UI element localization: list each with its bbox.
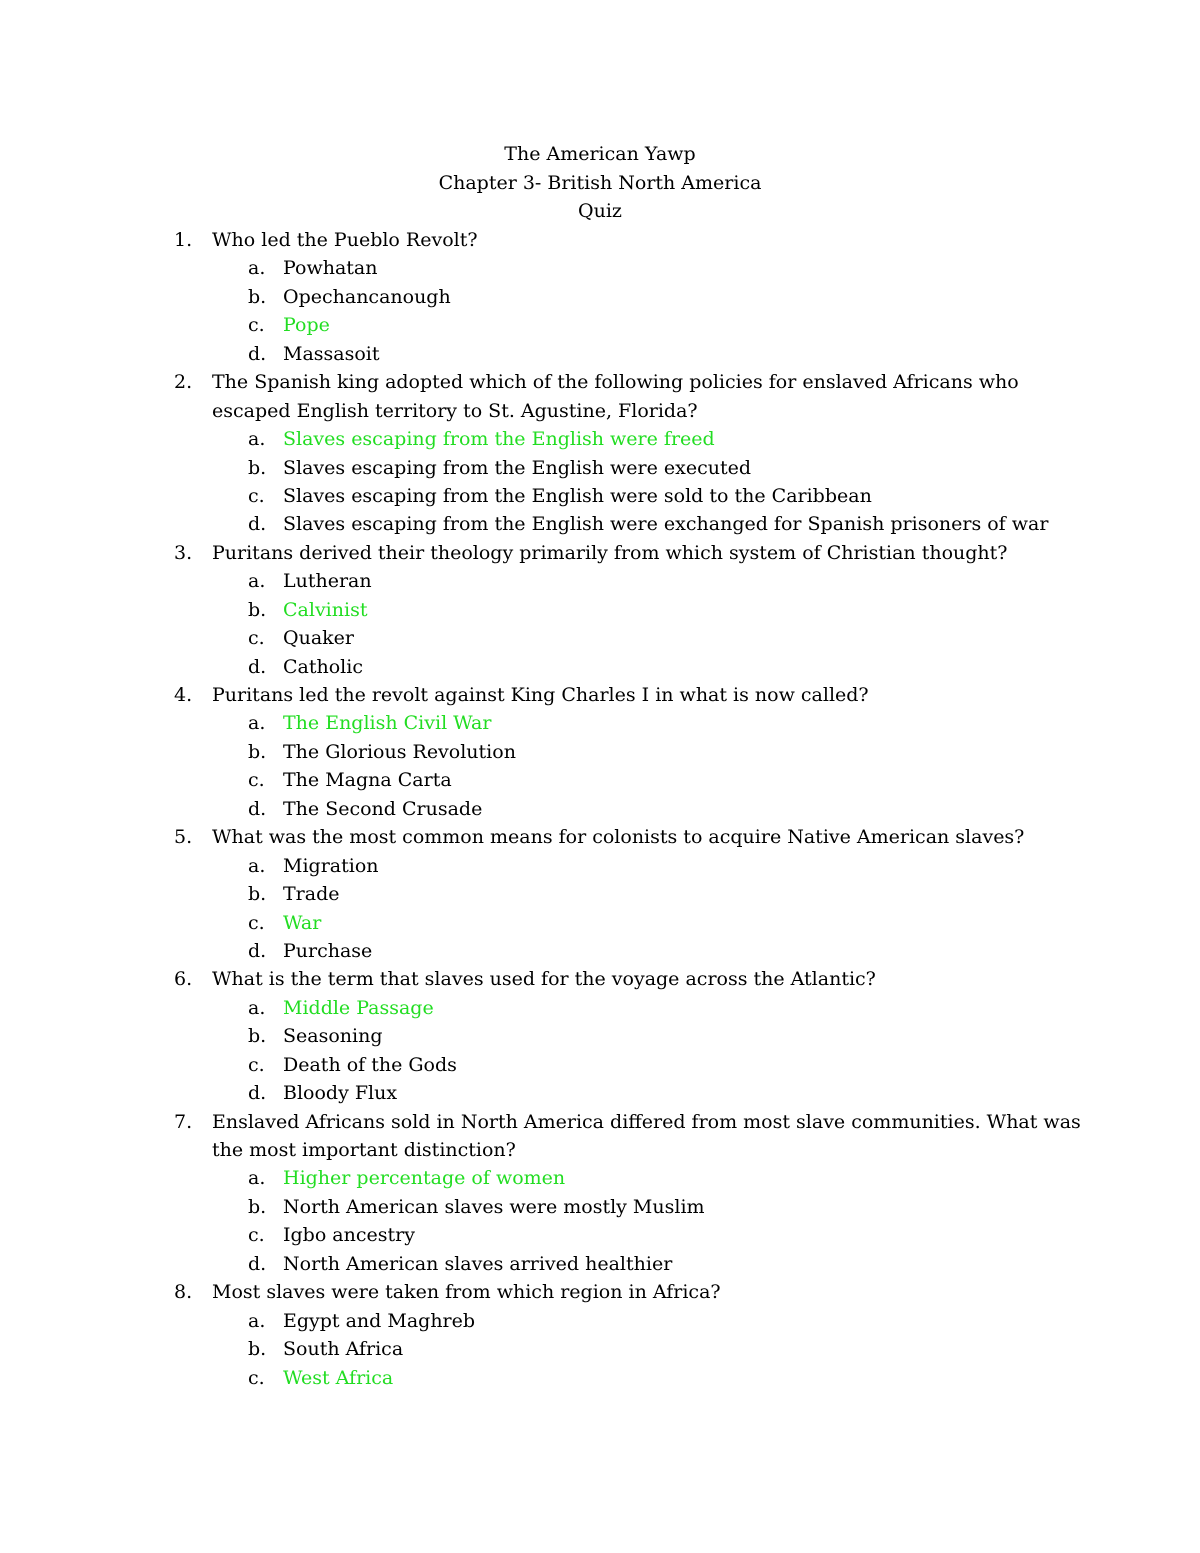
- option-letter: c.: [248, 911, 265, 934]
- option-text: West Africa: [283, 1366, 394, 1389]
- document-title: The American Yawp: [504, 143, 696, 165]
- option-letter: a.: [248, 257, 266, 280]
- question-text: Who led the Pueblo Revolt?: [212, 229, 478, 251]
- option-letter: a.: [248, 570, 266, 593]
- question-text: What was the most common means for colonists to acquire Native American slaves?: [212, 826, 1025, 849]
- option-letter: d.: [248, 342, 267, 365]
- option-letter: d.: [248, 1252, 267, 1275]
- question: [0, 368, 1200, 425]
- answer-option: [0, 1193, 1200, 1221]
- answer-option-correct: [0, 596, 1200, 624]
- option-text: Slaves escaping from the English were exchanged for Spanish prisoners of war: [283, 513, 1049, 536]
- document-header: [0, 140, 1200, 226]
- answer-option: [0, 454, 1200, 482]
- question: [0, 226, 1200, 254]
- option-text: Purchase: [283, 939, 373, 962]
- option-text: Egypt and Maghreb: [283, 1309, 476, 1332]
- answer-option-correct: [0, 311, 1200, 339]
- option-text: South Africa: [283, 1338, 404, 1361]
- answer-option: [0, 340, 1200, 368]
- question-number: 3.: [174, 541, 193, 564]
- option-text: Pope: [283, 314, 330, 337]
- question: [0, 965, 1200, 993]
- option-text: Slaves escaping from the English were freed: [283, 428, 715, 451]
- question-text: Most slaves were taken from which region in Africa?: [212, 1281, 721, 1304]
- answer-option: [0, 1022, 1200, 1050]
- option-text: Bloody Flux: [283, 1082, 398, 1105]
- option-letter: b.: [248, 1338, 267, 1361]
- answer-option-correct: [0, 994, 1200, 1022]
- option-text: Slaves escaping from the English were executed: [283, 456, 752, 479]
- option-text: The Magna Carta: [283, 769, 452, 792]
- option-letter: a.: [248, 1309, 266, 1332]
- option-text: Seasoning: [283, 1025, 383, 1048]
- option-text: Quaker: [283, 627, 354, 650]
- answer-option: [0, 510, 1200, 538]
- option-letter: d.: [248, 655, 267, 678]
- question-text: Puritans derived their theology primarily from which system of Christian thought?: [212, 541, 1008, 564]
- option-text: The Glorious Revolution: [283, 740, 516, 763]
- answer-option-correct: [0, 1164, 1200, 1192]
- option-text: Powhatan: [283, 257, 378, 280]
- option-text: North American slaves were mostly Muslim: [283, 1195, 705, 1218]
- option-text: Death of the Gods: [283, 1053, 457, 1076]
- option-text: Opechancanough: [283, 285, 451, 308]
- option-letter: a.: [248, 712, 266, 735]
- option-letter: b.: [248, 1195, 267, 1218]
- option-text: Higher percentage of women: [283, 1167, 566, 1190]
- option-text: Calvinist: [283, 598, 368, 621]
- option-letter: c.: [248, 1053, 265, 1076]
- answer-option: [0, 738, 1200, 766]
- question-number: 4.: [174, 684, 193, 707]
- answer-option: [0, 482, 1200, 510]
- option-text: War: [283, 911, 322, 934]
- question-text: The Spanish king adopted which of the following policies for enslaved Africans who escaped English territory to St. Agustine, Florida?: [212, 371, 1019, 422]
- quiz-label: Quiz: [578, 200, 622, 223]
- answer-option: [0, 1307, 1200, 1335]
- question: [0, 1108, 1200, 1165]
- option-letter: d.: [248, 1082, 267, 1105]
- option-letter: c.: [248, 1224, 265, 1247]
- option-letter: b.: [248, 285, 267, 308]
- answer-option: [0, 1250, 1200, 1278]
- answer-option: [0, 766, 1200, 794]
- option-text: Catholic: [283, 655, 363, 678]
- answer-option: [0, 795, 1200, 823]
- question-number: 8.: [174, 1281, 193, 1304]
- quiz-list: [0, 226, 1200, 1392]
- question: [0, 681, 1200, 709]
- option-text: The English Civil War: [283, 712, 492, 735]
- option-text: North American slaves arrived healthier: [283, 1252, 673, 1275]
- option-text: Slaves escaping from the English were sold to the Caribbean: [283, 484, 872, 507]
- option-letter: c.: [248, 1366, 265, 1389]
- option-text: Igbo ancestry: [283, 1224, 415, 1247]
- option-letter: a.: [248, 996, 266, 1019]
- question-text: What is the term that slaves used for the voyage across the Atlantic?: [212, 968, 876, 991]
- answer-option: [0, 880, 1200, 908]
- answer-option: [0, 1335, 1200, 1363]
- option-text: Lutheran: [283, 570, 372, 593]
- answer-option-correct: [0, 1364, 1200, 1392]
- question-number: 6.: [174, 968, 193, 991]
- answer-option: [0, 254, 1200, 282]
- option-letter: b.: [248, 456, 267, 479]
- answer-option: [0, 653, 1200, 681]
- question-number: 1.: [174, 229, 193, 251]
- option-text: The Second Crusade: [283, 797, 483, 820]
- answer-option: [0, 283, 1200, 311]
- option-letter: d.: [248, 513, 267, 536]
- option-letter: c.: [248, 314, 265, 337]
- question: [0, 823, 1200, 851]
- option-letter: d.: [248, 797, 267, 820]
- answer-option: [0, 937, 1200, 965]
- option-text: Trade: [283, 883, 340, 906]
- chapter-title: Chapter 3- British North America: [438, 171, 762, 194]
- answer-option: [0, 1051, 1200, 1079]
- question-number: 5.: [174, 826, 193, 849]
- option-letter: a.: [248, 1167, 266, 1190]
- question: [0, 539, 1200, 567]
- question: [0, 1278, 1200, 1306]
- option-letter: a.: [248, 428, 266, 451]
- option-text: Migration: [283, 854, 379, 877]
- option-letter: d.: [248, 939, 267, 962]
- answer-option-correct: [0, 909, 1200, 937]
- option-text: Middle Passage: [283, 996, 434, 1019]
- question-number: 7.: [174, 1110, 193, 1133]
- option-letter: a.: [248, 854, 266, 877]
- question-text: Puritans led the revolt against King Charles I in what is now called?: [212, 684, 869, 707]
- answer-option: [0, 1221, 1200, 1249]
- answer-option-correct: [0, 425, 1200, 453]
- option-letter: b.: [248, 740, 267, 763]
- option-text: Massasoit: [283, 342, 380, 365]
- question-number: 2.: [174, 371, 193, 394]
- option-letter: c.: [248, 627, 265, 650]
- answer-option: [0, 567, 1200, 595]
- answer-option-correct: [0, 709, 1200, 737]
- answer-option: [0, 852, 1200, 880]
- answer-option: [0, 1079, 1200, 1107]
- option-letter: b.: [248, 883, 267, 906]
- option-letter: b.: [248, 1025, 267, 1048]
- option-letter: b.: [248, 598, 267, 621]
- answer-option: [0, 624, 1200, 652]
- option-letter: c.: [248, 769, 265, 792]
- question-text: Enslaved Africans sold in North America differed from most slave communities. What was the most important distinction?: [212, 1110, 1081, 1162]
- option-letter: c.: [248, 484, 265, 507]
